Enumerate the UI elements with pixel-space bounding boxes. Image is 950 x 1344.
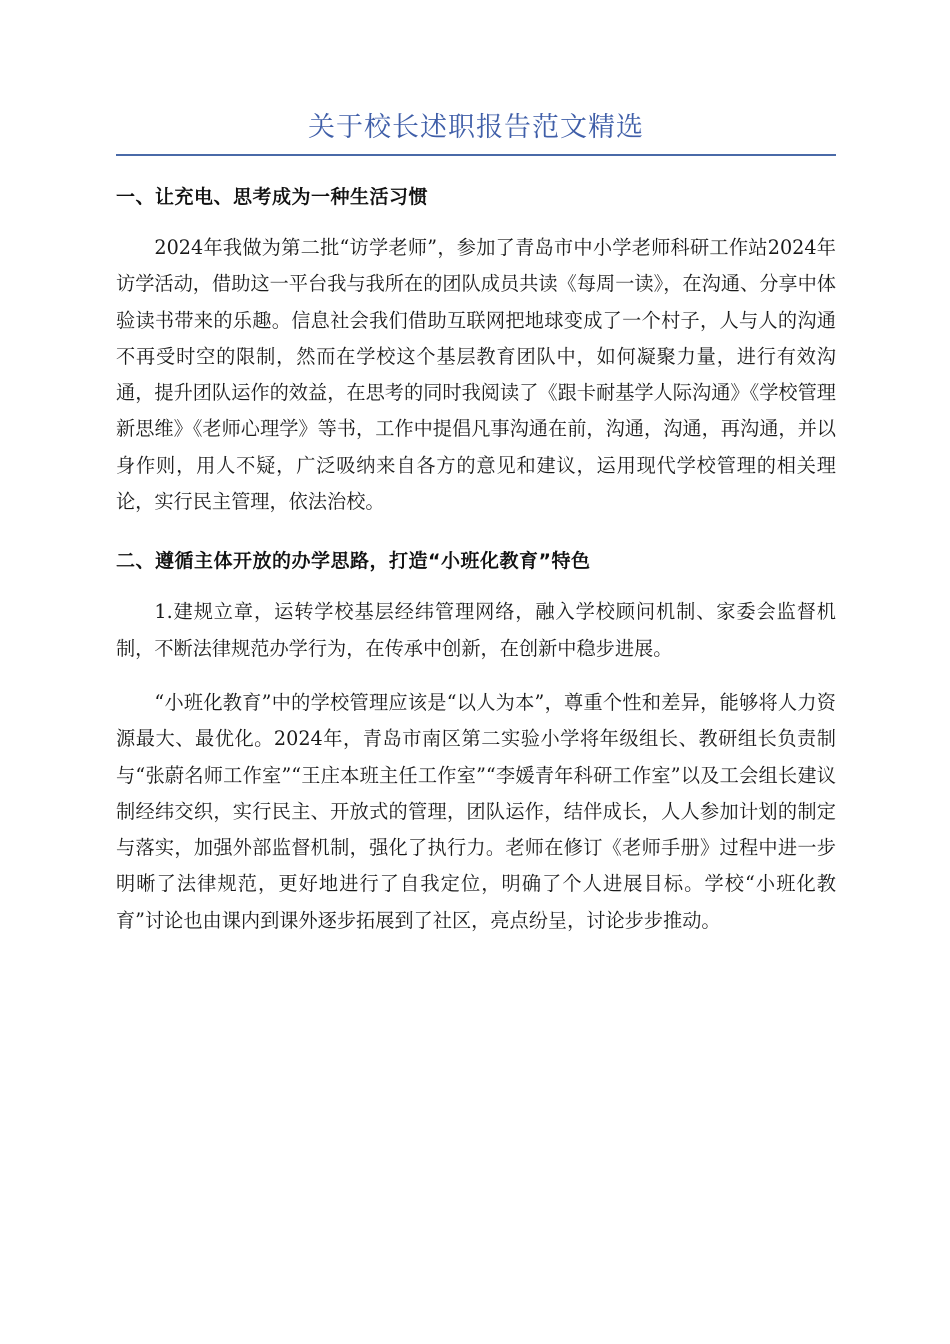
paragraph: “小班化教育”中的学校管理应该是“以人为本”，尊重个性和差异，能够将人力资源最大、最优化。2024年，青岛市南区第二实验小学将年级组长、教研组长负责制与“张蔚名师工作室”“王庄本班主任工作室”“李媛青年科研工作室”以及工会组长建议制经纬交织，实行民主、开放式的管理，团队运作，结伴成长，人人参加计划的制定与落实，加强外部监督机制，强化了执行力。老师在修订《老师手册》过程中进一步明晰了法律规范，更好地进行了自我定位，明确了个人进展目标。学校“小班化教育”讨论也由课内到课外逐步拓展到了社区，亮点纷呈，讨论步步推动。 [116,690,836,932]
section-heading: 二、遵循主体开放的办学思路，打造“小班化教育”特色 [116,550,591,573]
paragraph: 2024年我做为第二批“访学老师”，参加了青岛市中小学老师科研工作站2024年访学活动，借助这一平台我与我所在的团队成员共读《每周一读》，在沟通、分享中体验读书带来的乐趣。信息社会我们借助互联网把地球变成了一个村子，人与人的沟通不再受时空的限制，然而在学校这个基层教育团队中，如何凝聚力量，进行有效沟通，提升团队运作的效益，在思考的同时我阅读了《跟卡耐基学人际沟通》《学校管理新思维》《老师心理学》等书，工作中提倡凡事沟通在前，沟通，沟通，再沟通，并以身作则，用人不疑，广泛吸纳来自各方的意见和建议，运用现代学校管理的相关理论，实行民主管理，依法治校。 [116,236,836,514]
section-heading: 一、让充电、思考成为一种生活习惯 [116,186,429,208]
paragraph: 1.建规立章，运转学校基层经纬管理网络，融入学校顾问机制、家委会监督机制，不断法律规范办学行为，在传承中创新，在创新中稳步进展。 [116,600,836,660]
document-page [116,108,836,939]
document-title: 关于校长述职报告范文精选 [116,108,836,156]
section-2 [116,546,836,939]
section-1 [116,182,836,520]
